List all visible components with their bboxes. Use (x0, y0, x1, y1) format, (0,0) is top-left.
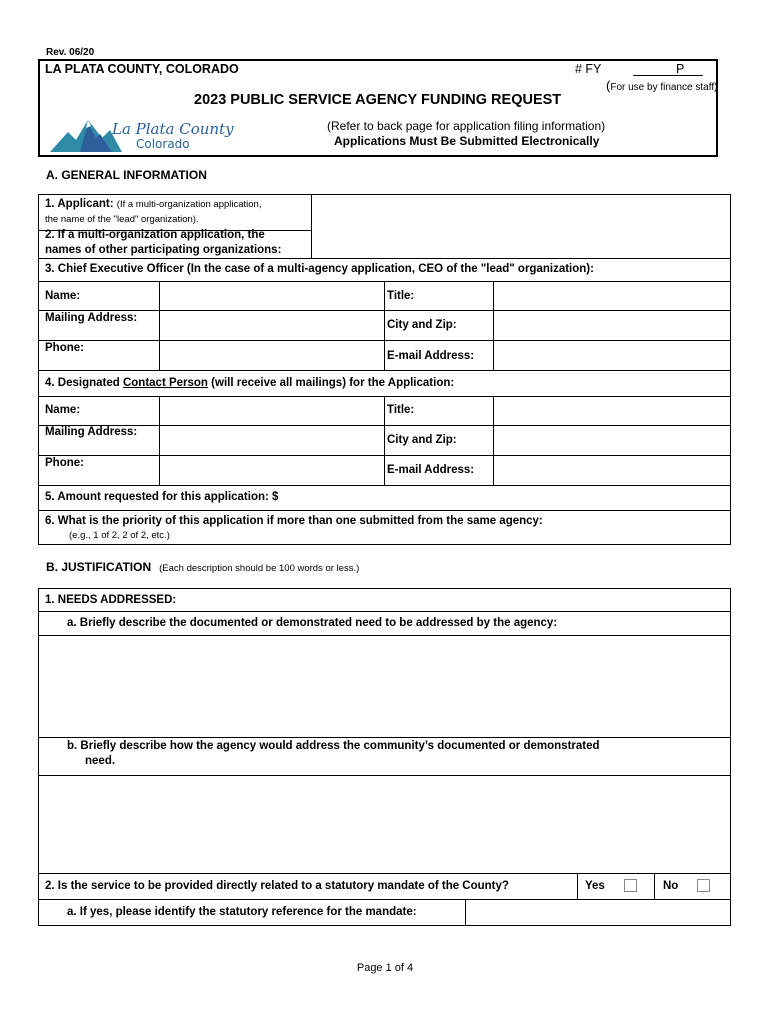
contact-heading-suffix: (will receive all mailings) for the Application: (207, 377, 455, 389)
logo-text-2: Colorado (136, 137, 190, 151)
county-logo (50, 114, 234, 154)
submit-note: Applications Must Be Submitted Electronically (334, 134, 600, 148)
contact-heading (45, 377, 454, 389)
applicant-note-1: (If a multi-organization application, (116, 199, 262, 210)
priority-label: 6. What is the priority of this application if more than one submitted from the same agency: (45, 515, 543, 527)
section-b-note: (Each description should be 100 words or less.) (159, 563, 360, 574)
contact-mailing-label: Mailing Address: (45, 426, 138, 438)
ceo-mailing-field[interactable] (160, 311, 384, 340)
ceo-city-label: City and Zip: (387, 319, 457, 331)
applicant-label-text: 1. Applicant: (45, 198, 114, 210)
statutory-reference-label: a. If yes, please identify the statutory reference for the mandate: (67, 906, 417, 918)
page-number: Page 1 of 4 (356, 962, 414, 974)
contact-city-label: City and Zip: (387, 434, 457, 446)
yes-label: Yes (585, 880, 605, 892)
justification-table (38, 588, 731, 926)
question-a-label: a. Briefly describe the documented or demonstrated need to be addressed by the agency: (67, 617, 558, 629)
ceo-title-field[interactable] (494, 282, 730, 310)
participating-orgs-field[interactable] (312, 231, 730, 258)
amount-requested-label: 5. Amount requested for this application: $ (45, 491, 279, 503)
county-name: LA PLATA COUNTY, COLORADO (45, 62, 239, 76)
ceo-email-label: E-mail Address: (387, 350, 475, 362)
contact-phone-field[interactable] (160, 456, 384, 485)
applicant-label (45, 198, 261, 210)
needs-addressed-title: 1. NEEDS ADDRESSED: (45, 594, 177, 606)
contact-email-field[interactable] (494, 456, 730, 485)
refer-note: (Refer to back page for application filing information) (327, 119, 606, 133)
contact-mailing-field[interactable] (160, 426, 384, 455)
finance-note (606, 78, 717, 93)
applicant-field[interactable] (312, 195, 730, 230)
question-b-line2: need. (85, 755, 116, 767)
statutory-reference-field[interactable] (466, 900, 730, 926)
revision-label: Rev. 06/20 (46, 47, 95, 58)
q2-line2: names of other participating organizations: (45, 244, 282, 256)
section-a-title: A. GENERAL INFORMATION (46, 168, 207, 182)
question-b-line1: b. Briefly describe how the agency would address the community’s documented or demonstrated (67, 740, 600, 752)
ceo-city-field[interactable] (494, 311, 730, 340)
contact-title-label: Title: (387, 404, 415, 416)
ceo-name-label: Name: (45, 290, 81, 302)
need-description-area[interactable] (39, 636, 730, 737)
logo-text-1: La Plata County (112, 120, 234, 138)
q2-line1: 2. If a multi-organization application, the (45, 229, 265, 241)
page-title: 2023 PUBLIC SERVICE AGENCY FUNDING REQUEST (194, 92, 562, 108)
statutory-question: 2. Is the service to be provided directly related to a statutory mandate of the County? (45, 880, 509, 892)
ceo-title-label: Title: (387, 290, 415, 302)
contact-heading-prefix: 4. Designated (45, 377, 123, 389)
no-label: No (663, 880, 679, 892)
contact-heading-underline: Contact Person (122, 377, 208, 389)
contact-name-label: Name: (45, 404, 81, 416)
contact-email-label: E-mail Address: (387, 464, 475, 476)
finance-note-text: For use by finance staff) (610, 82, 718, 93)
yes-checkbox[interactable] (624, 879, 637, 892)
priority-note: (e.g., 1 of 2, 2 of 2, etc.) (69, 530, 170, 541)
contact-phone-label: Phone: (45, 457, 84, 469)
contact-name-field[interactable] (160, 397, 384, 425)
ceo-mailing-label: Mailing Address: (45, 312, 138, 324)
general-info-table (38, 194, 731, 545)
contact-title-field[interactable] (494, 397, 730, 425)
section-b-title (46, 560, 359, 574)
finance-paren: ( (606, 78, 611, 93)
no-checkbox[interactable] (697, 879, 710, 892)
ceo-heading: 3. Chief Executive Officer (In the case of a multi-agency application, CEO of the "lead" organization): (45, 263, 594, 275)
ceo-name-field[interactable] (160, 282, 384, 310)
ceo-email-field[interactable] (494, 341, 730, 370)
ceo-phone-label: Phone: (45, 342, 84, 354)
fy-line[interactable] (633, 75, 703, 76)
applicant-note-2: the name of the "lead" organization). (45, 214, 199, 225)
p-label: P (676, 62, 685, 76)
ceo-phone-field[interactable] (160, 341, 384, 370)
contact-city-field[interactable] (494, 426, 730, 455)
fy-label: # FY (575, 62, 602, 76)
agency-approach-area[interactable] (39, 776, 730, 873)
section-b-title-text: B. JUSTIFICATION (46, 560, 152, 574)
